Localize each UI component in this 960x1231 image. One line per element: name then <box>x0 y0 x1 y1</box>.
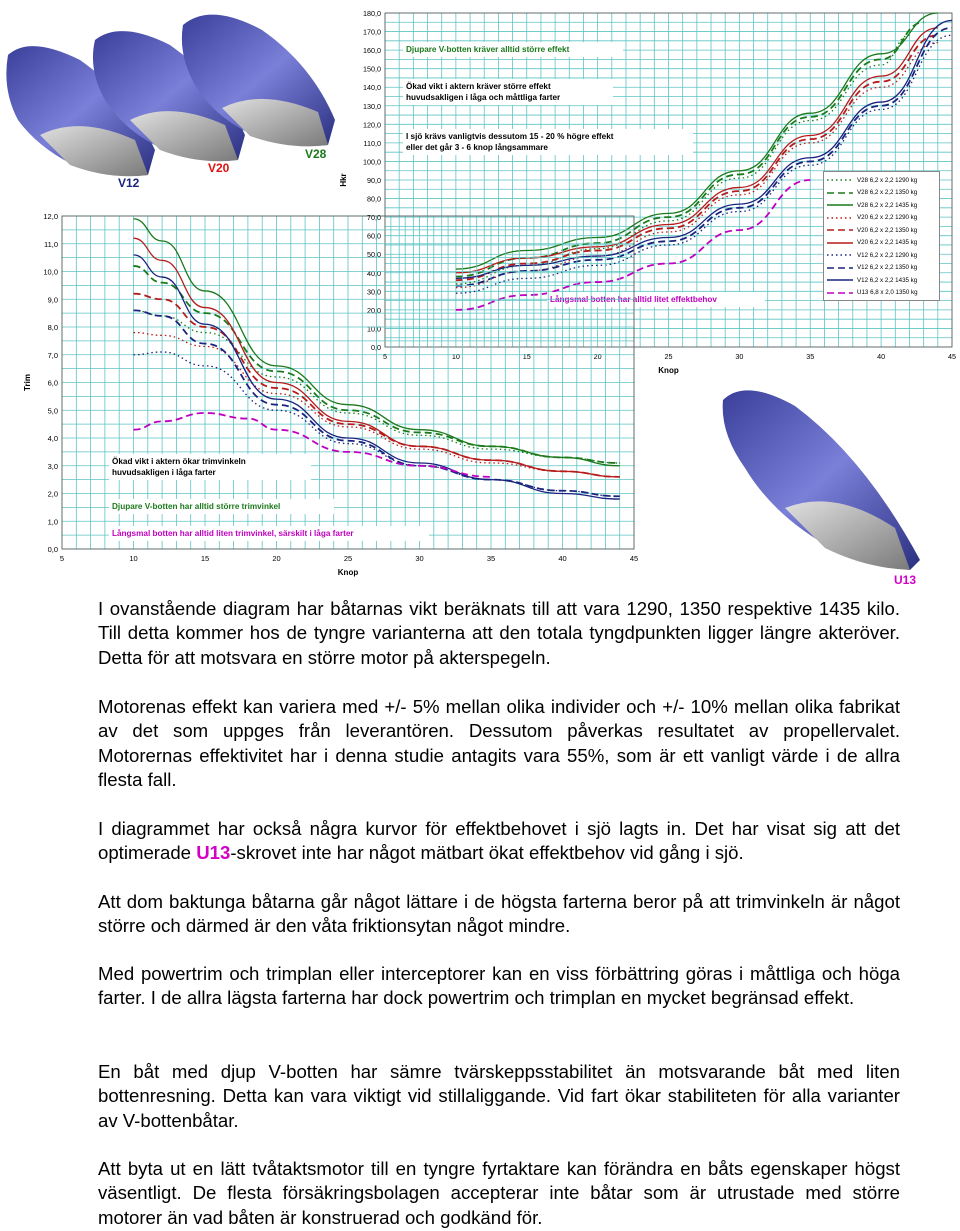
y-tick-label: 8,0 <box>47 323 58 332</box>
hull-illustrations <box>0 0 345 200</box>
legend-label: V20 6,2 x 2,2 1290 kg <box>857 214 918 221</box>
power-chart-legend <box>823 171 940 301</box>
x-tick-label: 15 <box>522 352 531 361</box>
chart-annotation <box>403 129 693 155</box>
legend-swatch <box>827 215 853 221</box>
y-tick-label: 80,0 <box>367 194 381 204</box>
chart-annotation <box>403 79 613 105</box>
y-tick-label: 90,0 <box>367 176 381 185</box>
y-tick-label: 1,0 <box>47 517 58 527</box>
x-tick-label: 20 <box>593 352 602 361</box>
annotation-text: Ökad vikt i aktern kräver större effekt <box>406 82 551 91</box>
chart-annotation <box>109 526 429 541</box>
u13-highlight: U13 <box>196 842 231 864</box>
annotation-text: Långsmal botten har alltid litet effektbehov <box>550 295 717 304</box>
y-tick-label: 150,0 <box>363 64 381 74</box>
y-tick-label: 10,0 <box>367 324 381 334</box>
annotation-text: huvudsakligen i låga och måttliga farter <box>406 93 561 102</box>
y-tick-label: 30,0 <box>367 287 381 297</box>
legend-swatch <box>827 227 853 233</box>
legend-label: V12 6,2 x 2,2 1350 kg <box>857 264 918 271</box>
x-tick-label: 25 <box>664 352 673 361</box>
paragraph-powertrim: Med powertrim och trimplan eller interceptorer kan en viss förbättring göras i måttliga och höga farter. I de allra lägsta farterna har dock powertrim och trimplan en mycket begränsad effekt. <box>98 963 900 1009</box>
y-tick-label: 100,0 <box>363 157 381 167</box>
y-tick-label: 160,0 <box>363 46 381 56</box>
y-tick-label: 40,0 <box>367 268 381 278</box>
paragraph-trim-friction: Att dom baktunga båtarna går något lättare i de högsta farterna beror på att trimvinkeln är något större och därmed är den våta friktionsytan något mindre. <box>98 891 900 937</box>
legend-item <box>827 187 917 199</box>
y-tick-label: 170,0 <box>363 27 381 37</box>
annotation-text: eller det går 3 - 6 knop långsammare <box>406 143 548 152</box>
y-tick-label: 140,0 <box>363 83 381 93</box>
y-tick-label: 110,0 <box>363 138 381 148</box>
legend-item <box>827 199 917 211</box>
legend-label: V12 6,2 x 2,2 1435 kg <box>857 276 918 284</box>
annotation-text: I sjö krävs vanligtvis dessutom 15 - 20 % högre effekt <box>406 132 614 141</box>
legend-item <box>827 262 917 274</box>
x-tick-label: 5 <box>383 352 387 361</box>
y-tick-label: 70,0 <box>367 213 381 223</box>
y-tick-label: 50,0 <box>367 250 381 260</box>
legend-swatch <box>827 240 853 246</box>
chart-annotation <box>109 454 311 480</box>
y-tick-label: 5,0 <box>47 406 58 416</box>
annotation-text: Djupare V-botten har alltid större trimvinkel <box>112 502 281 511</box>
x-axis-label: Knop <box>337 568 359 577</box>
legend-label: V12 6,2 x 2,2 1290 kg <box>857 251 918 259</box>
y-tick-label: 12,0 <box>43 212 58 221</box>
paragraph-motor-swap: Att byta ut en lätt tvåtaktsmotor till en tyngre fyrtaktare kan förändra en båts egenskaper högst väsentligt. De flesta försäkringsbolagen accepterar inte båtar som är utrustade med större motorer än vad båten är konstruerad och godkänd för. <box>98 1158 900 1228</box>
legend-item <box>827 237 917 249</box>
y-tick-label: 0,0 <box>47 545 58 554</box>
legend-label: V28 6,2 x 2,2 1435 kg <box>857 201 918 209</box>
y-tick-label: 60,0 <box>367 231 381 241</box>
paragraph-stability: En båt med djup V-botten har sämre tvärskeppsstabilitet än motsvarande båt med liten bottenresning. Detta kan vara viktigt vid stillaliggande. Vid fart ökar stabiliteten för alla varianter av V-bottenbåtar. <box>98 1061 900 1131</box>
y-tick-label: 20,0 <box>367 305 381 315</box>
legend-item <box>827 174 917 186</box>
paragraph-weights: I ovanstående diagram har båtarnas vikt beräknats till att vara 1290, 1350 respektive 1435 kilo. Till detta kommer hos de tyngre varianterna att den totala tyngdpunkten ligger längre akteröver. Detta för att motsvara en större motor på akterspegeln. <box>98 598 900 668</box>
p3-text-before: I diagrammet har också några kurvor för effektbehovet i sjö lagts in. Det har visat sig att det optimerade <box>98 818 900 864</box>
x-tick-label: 35 <box>806 352 815 361</box>
y-axis-label: Trim <box>23 374 32 391</box>
y-tick-label: 130,0 <box>363 101 381 111</box>
paragraph-engine-power: Motorenas effekt kan variera med +/- 5% mellan olika individer och +/- 10% mellan olika fabrikat av det som uppges från leverantören. Dessutom påverkas resultatet av propellervalet. Motorernas effektivitet har i denna studie antagits vara 55%, som är ett vanligt värde i de allra flesta fall. <box>98 696 900 791</box>
legend-item <box>827 249 917 261</box>
x-tick-label: 35 <box>486 554 496 563</box>
y-tick-label: 10,0 <box>43 267 58 277</box>
x-tick-label: 5 <box>59 554 65 563</box>
x-tick-label: 45 <box>948 352 956 361</box>
legend-swatch <box>827 202 853 208</box>
hull-label-v12: V12 <box>118 176 140 190</box>
chart-annotation <box>403 42 623 57</box>
x-tick-label: 25 <box>343 554 353 563</box>
legend-swatch <box>827 177 853 183</box>
legend-item <box>827 224 917 236</box>
y-axis-label: Hkr <box>339 173 348 187</box>
y-tick-label: 7,0 <box>47 350 58 360</box>
y-tick-label: 11,0 <box>43 239 58 249</box>
x-axis-label: Knop <box>658 366 679 375</box>
x-tick-label: 20 <box>272 554 281 563</box>
x-tick-label: 10 <box>451 352 460 361</box>
legend-swatch <box>827 265 853 271</box>
hull-u13-image <box>715 378 925 578</box>
hull-label-v20: V20 <box>208 161 230 175</box>
x-tick-label: 45 <box>629 554 639 563</box>
chart-annotation <box>109 499 334 514</box>
annotation-text: Djupare V-botten kräver alltid större effekt <box>406 45 570 54</box>
annotation-text: Långsmal botten har alltid liten trimvinkel, särskilt i låga farter <box>112 529 354 538</box>
y-tick-label: 0,0 <box>371 343 381 352</box>
legend-item <box>827 274 917 286</box>
annotation-text: Ökad vikt i aktern ökar trimvinkeln <box>112 457 246 466</box>
legend-label: V20 6,2 x 2,2 1350 kg <box>857 226 918 234</box>
legend-label: V28 6,2 x 2,2 1290 kg <box>857 176 918 184</box>
y-tick-label: 6,0 <box>47 378 58 388</box>
trim-chart <box>20 205 650 590</box>
x-tick-label: 30 <box>415 554 424 563</box>
y-tick-label: 9,0 <box>47 295 58 305</box>
legend-swatch <box>827 190 853 196</box>
x-tick-label: 30 <box>735 352 744 361</box>
x-tick-label: 40 <box>877 352 886 361</box>
y-tick-label: 120,0 <box>363 120 381 130</box>
y-tick-label: 3,0 <box>47 461 58 471</box>
legend-swatch <box>827 290 853 296</box>
p3-text-after: -skrovet inte har något mätbart ökat effektbehov vid gång i sjö. <box>230 842 744 864</box>
legend-item <box>827 287 918 299</box>
legend-swatch <box>827 277 853 283</box>
legend-label: U13 6,8 x 2,0 1350 kg <box>857 289 918 296</box>
y-tick-label: 2,0 <box>47 489 58 499</box>
annotation-text: huvudsakligen i låga farter <box>112 468 216 477</box>
y-tick-label: 4,0 <box>47 434 58 443</box>
x-tick-label: 40 <box>558 554 567 563</box>
legend-label: V20 6,2 x 2,2 1435 kg <box>857 239 918 246</box>
x-tick-label: 15 <box>200 554 210 563</box>
x-tick-label: 10 <box>129 554 138 563</box>
hull-label-u13: U13 <box>894 573 917 587</box>
legend-label: V28 6,2 x 2,2 1350 kg <box>857 189 918 196</box>
hull-label-v28: V28 <box>305 147 327 161</box>
legend-swatch <box>827 252 853 258</box>
paragraph-sea-conditions <box>98 817 900 866</box>
legend-item <box>827 212 917 224</box>
y-tick-label: 180,0 <box>363 9 381 18</box>
